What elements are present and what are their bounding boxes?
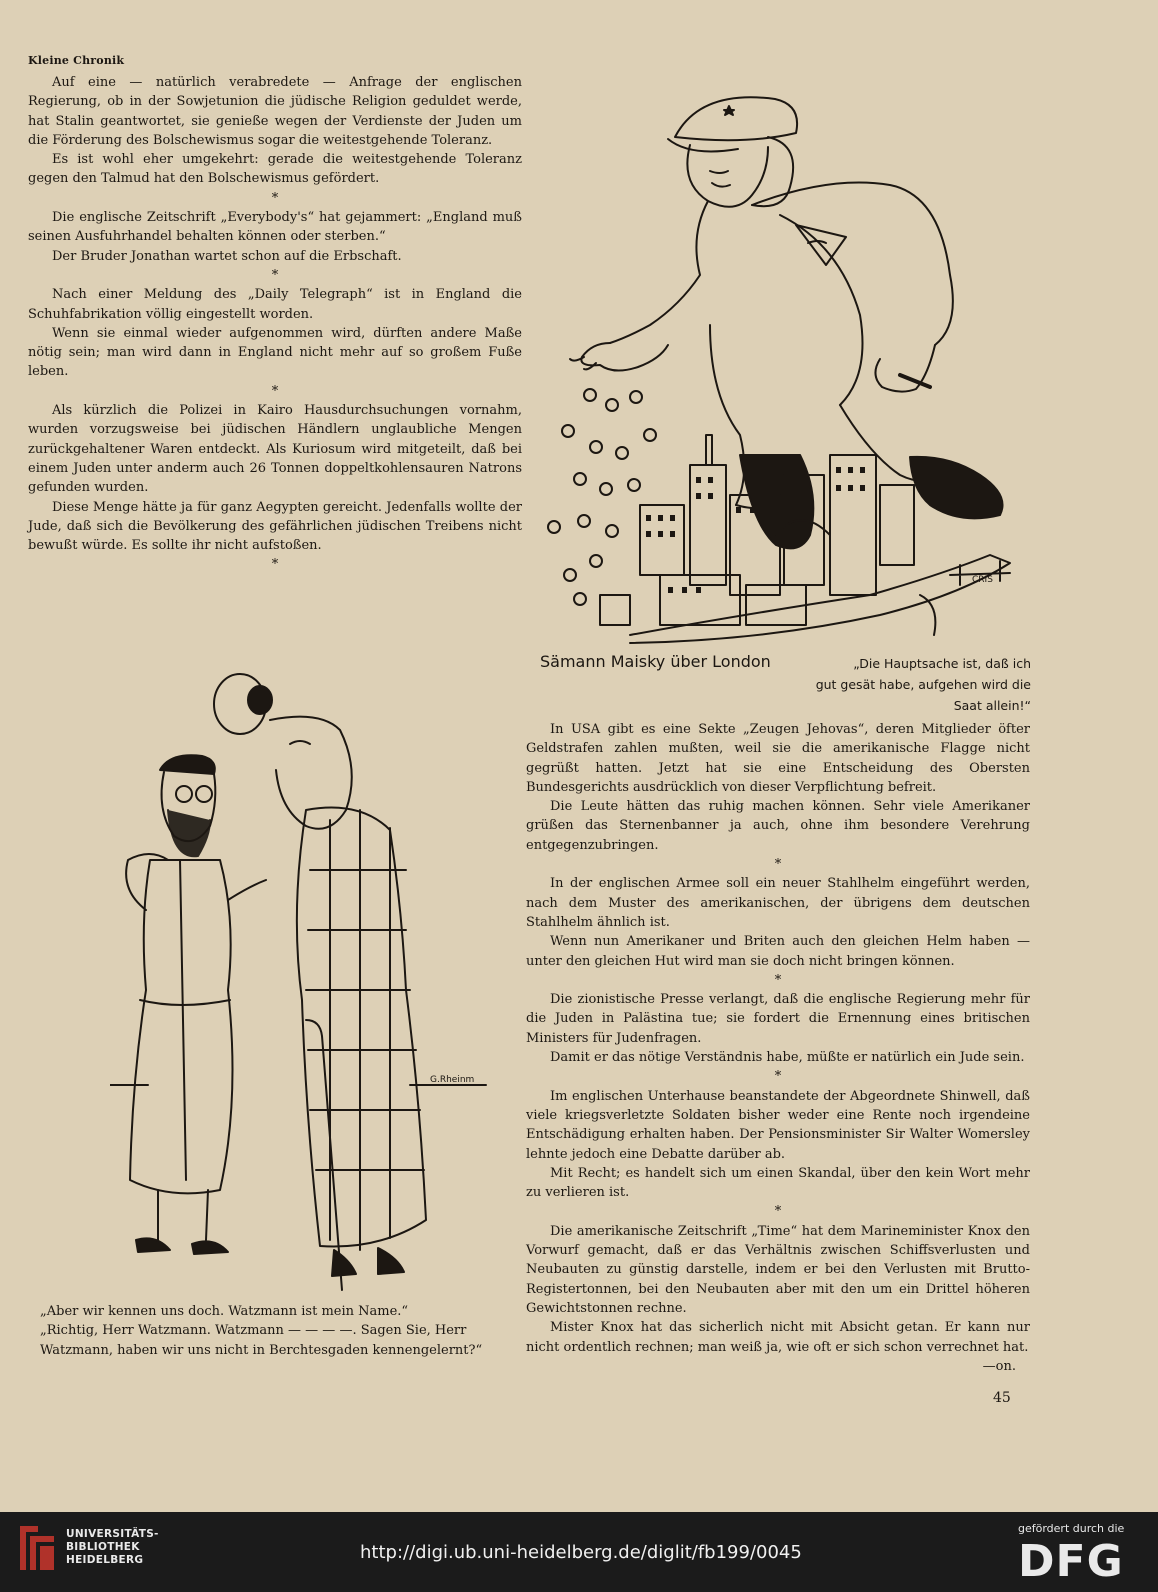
- paragraph: Wenn nun Amerikaner und Briten auch den gleichen Helm haben — unter den gleichen Hut wird man sie doch nicht bringen können.: [526, 934, 1030, 969]
- paragraph: Es ist wohl eher umgekehrt: gerade die weitestgehende Toleranz gegen den Talmud hat den Bolschewismus gefördert.: [28, 152, 522, 187]
- paragraph: Die amerikanische Zeitschrift „Time“ hat dem Marineminister Knox den Vorwurf gemacht, daß er das Verhältnis zwischen Schiffsverlusten und Neubauten zu günstig darstelle, indem er bei den Verlusten mit Brutto-Registertonnen, bei den Neubauten aber mit den um ein Drittel höheren Gewichtstonnen rechne.: [526, 1223, 1030, 1316]
- paragraph: Wenn sie einmal wieder aufgenommen wird, dürften andere Maße nötig sein; man wird dann in England nicht mehr auf so großem Fuße leben.: [28, 325, 522, 380]
- section-separator: *: [271, 267, 279, 283]
- section-separator: *: [774, 1204, 782, 1220]
- paragraph: Damit er das nötige Verständnis habe, müßte er natürlich ein Jude sein.: [550, 1050, 1025, 1066]
- left-column-text: [28, 73, 522, 575]
- paragraph: Mister Knox hat das sicherlich nicht mit Absicht getan. Er kann nur nicht ordentlich rechnen; man weiß ja, wie oft er sich schon verrechnet hat.: [526, 1320, 1030, 1355]
- watzmann-signature: G.Rheinm: [430, 1075, 475, 1085]
- section-separator: *: [774, 972, 782, 988]
- paragraph: In USA gibt es eine Sekte „Zeugen Jehovas“, deren Mitglieder öfter Geldstrafen zahlen mußten, weil sie die amerikanische Flagge nicht gegrüßt hatten. Jetzt hat sie eine Entscheidung des Obersten Bundesgerichts ausdrücklich von dieser Verpflichtung befreit.: [526, 722, 1030, 795]
- paragraph: Die zionistische Presse verlangt, daß die englische Regierung mehr für die Juden in Palästina tue; sie fordert die Ernennung eines britischen Ministers für Judenfragen.: [526, 992, 1030, 1046]
- university-name-line2: BIBLIOTHEK: [66, 1541, 140, 1553]
- paragraph: Mit Recht; es handelt sich um einen Skandal, über den kein Wort mehr zu verlieren ist.: [526, 1165, 1030, 1201]
- paragraph: Die englische Zeitschrift „Everybody's“ hat gejammert: „England muß seinen Ausfuhrhandel behalten können oder sterben.“: [28, 210, 522, 245]
- section-separator: *: [774, 1069, 782, 1085]
- funded-by-text: gefördert durch die: [1018, 1522, 1125, 1535]
- section-separator: *: [271, 557, 279, 573]
- section-separator: *: [774, 857, 782, 873]
- maisky-signature: CRIS: [972, 575, 993, 585]
- dfg-logo: DFG: [1018, 1536, 1124, 1587]
- maisky-caption-title: Sämann Maisky über London: [540, 652, 771, 671]
- watzmann-caption: [40, 1302, 488, 1360]
- caption-line2: „Richtig, Herr Watzmann. Watzmann — — — —. Sagen Sie, Herr Watzmann, haben wir uns nicht in Berchtesgaden kennengelernt?“: [40, 1323, 483, 1358]
- section-header: Kleine Chronik: [28, 54, 125, 67]
- right-column-text: [526, 720, 1030, 1376]
- watzmann-cartoon: [110, 660, 490, 1296]
- paragraph: Als kürzlich die Polizei in Kairo Hausdurchsuchungen vornahm, wurden vorzugsweise bei jüdischen Händlern unglaubliche Mengen zurückgehaltener Waren entdeckt. Als Kuriosum wird mitgeteilt, daß bei einem Juden unter anderm auch 26 Tonnen doppeltkohlensauren Natrons gefunden wurden.: [28, 403, 522, 496]
- author-sign: —on.: [982, 1358, 1016, 1374]
- maisky-cartoon: [540, 75, 1030, 645]
- university-logo-icon: [16, 1524, 58, 1572]
- university-name-line1: UNIVERSITÄTS-: [66, 1528, 159, 1540]
- maisky-caption-quote: [796, 653, 1031, 716]
- maisky-quote-line2: gut gesät habe, aufgehen wird die Saat allein!“: [815, 677, 1031, 713]
- maisky-quote-line1: „Die Hauptsache ist, daß ich: [853, 656, 1031, 671]
- paragraph: Der Bruder Jonathan wartet schon auf die Erbschaft.: [52, 248, 402, 264]
- university-name: [66, 1528, 159, 1567]
- permalink-url[interactable]: http://digi.ub.uni-heidelberg.de/diglit/fb199/0045: [360, 1542, 802, 1563]
- paragraph: Die Leute hätten das ruhig machen können. Sehr viele Amerikaner grüßen das Sternenbanner ja auch, ohne ihm besondere Verehrung entgegenzubringen.: [526, 799, 1030, 853]
- footer-bar: [0, 1512, 1158, 1592]
- paragraph: Im englischen Unterhause beanstandete der Abgeordnete Shinwell, daß viele kriegsverletzte Soldaten bisher weder eine Rente noch irgendeine Entschädigung erhalten haben. Der Pensionsminister Sir Walter Womersley lehnte jedoch eine Debatte darüber ab.: [526, 1088, 1030, 1162]
- paragraph: Diese Menge hätte ja für ganz Aegypten gereicht. Jedenfalls wollte der Jude, daß sich die Bevölkerung des gefährlichen jüdischen Treibens nicht bewußt würde. Es sollte ihr nicht aufstoßen.: [28, 499, 522, 554]
- caption-line1: „Aber wir kennen uns doch. Watzmann ist mein Name.“: [40, 1304, 409, 1319]
- university-name-line3: HEIDELBERG: [66, 1554, 144, 1566]
- paragraph: Nach einer Meldung des „Daily Telegraph“ ist in England die Schuhfabrikation völlig eingestellt worden.: [28, 287, 522, 322]
- paragraph: Auf eine — natürlich verabredete — Anfrage der englischen Regierung, ob in der Sowjetunion die jüdische Religion geduldet werde, hat Stalin geantwortet, sie genieße wegen der Verdienste der Juden um die Förderung des Bolschewismus sogar die weitestgehende Toleranz.: [28, 75, 522, 148]
- page-number: 45: [993, 1390, 1011, 1406]
- section-separator: *: [271, 190, 279, 206]
- paragraph: In der englischen Armee soll ein neuer Stahlhelm eingeführt werden, nach dem Muster des amerikanischen, der übrigens dem deutschen Stahlhelm ähnlich ist.: [526, 876, 1030, 930]
- section-separator: *: [271, 383, 279, 399]
